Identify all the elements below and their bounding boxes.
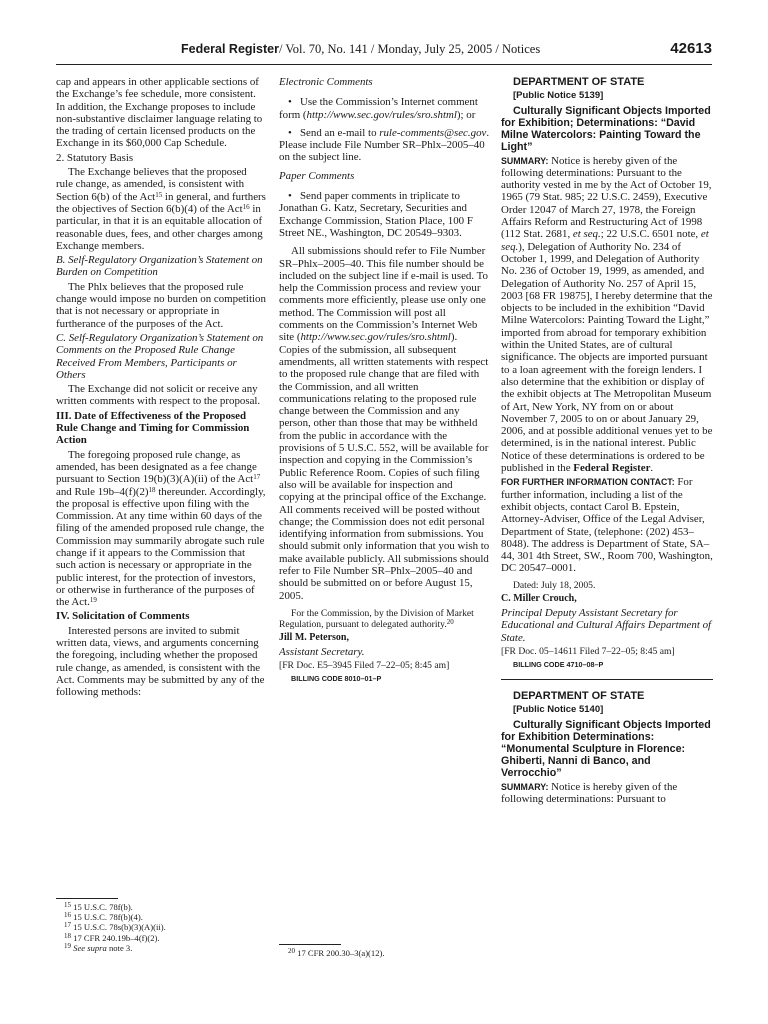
- summary-paragraph: [501, 781, 713, 806]
- public-notice-number: [Public Notice 5139]: [513, 90, 604, 102]
- text: All submissions should refer to File Number SR–Phlx–2005–40. This file number should be included on the subject line if e-mail is used. To help the Commission process and review your comments more efficiently, please use only one method. The Commission will post all comments on the Commission’s Internet Web site (: [279, 245, 488, 344]
- summary-label: SUMMARY:: [501, 781, 549, 792]
- footnote-text: 15 U.S.C. 78f(b).: [73, 902, 133, 912]
- text: and Rule 19b–4(f)(2): [56, 485, 149, 498]
- bullet-icon: •: [288, 126, 292, 139]
- text: ). Copies of the submission, all subsequent amendments, all written statements with respect to the proposed rule change that are filed with the Commission, and all written communications relating to the proposed rule change between the Commission and any person, other than those that may be withheld from the public in accordance with the provisions of 5 U.S.C. 552, will be available for inspection and copying in the Commission’s Public Reference Room. Copies of such filing also will be available for inspection and copying at the principal office of the Exchange. All comments received will be posted without change; the Commission does not edit personal identifying information from submissions. You should submit only information that you wish to make available publicly. All submissions should refer to File Number SR–Phlx–2005–40 and should be submitted on or before August 15, 2005.: [279, 331, 490, 602]
- journal-name: Federal Register: [181, 42, 279, 56]
- footnote-rule: [56, 898, 118, 899]
- text: Use the Commission’s Internet comment form (: [279, 96, 478, 121]
- department-heading: DEPARTMENT OF STATE: [513, 690, 645, 703]
- text: thereunder. Accordingly, the proposal is effective upon filing with the Commission. At any time within 60 days of the filing of the amended proposed rule change, the Commission may summarily abrogate such rule change if it appears to the Commission that such action is necessary or appropriate in the public interest, for the protection of investors, or otherwise in furtherance of the purposes of the Act.: [56, 485, 266, 609]
- text-bold: Federal Register: [573, 462, 651, 475]
- footnote-number: 19: [64, 941, 71, 950]
- footnote-number: 18: [64, 931, 71, 940]
- fr-doc: [FR Doc. E5–3945 Filed 7–22–05; 8:45 am]: [279, 660, 450, 672]
- list-item: [279, 190, 490, 239]
- footnote-ref-16[interactable]: 16: [242, 202, 250, 211]
- notice-title: Culturally Significant Objects Imported for Exhibition Determinations: “Monumental Sculpture in Florence: Ghiberti, Nanni di Banco, and Verrocchio”: [501, 718, 711, 779]
- footnote-ref-17[interactable]: 17: [253, 473, 261, 482]
- text: in particular, in that it is an equitable allocation of reasonable dues, fees, and other charges among Exchange members.: [56, 202, 263, 252]
- department-heading: DEPARTMENT OF STATE: [513, 76, 645, 88]
- text: For the Commission, by the Division of Market Regulation, pursuant to delegated authority.: [279, 607, 474, 630]
- page-header: [56, 40, 712, 60]
- text: in general, and furthers the objectives of Section 6(b)(4) of the Act: [56, 190, 266, 215]
- text: ), Delegation of Authority No. 234 of October 1, 1999, and Delegation of Authority No. 236 of October 19, 1999, as amended, and Delegation of Authority No. 257 of April 15, 2003 [68 FR 19875], I hereby determine that the objects to be included in the exhibition “David Milne Watercolors: Painting Toward the Light,” imported from abroad for temporary exhibition within the United States, are of cultural significance. The objects are imported pursuant to a loan agreement with the foreign lenders. I also determine that the exhibition or display of the exhibit objects at The Metropolitan Museum of Art, New York, NY from on or about November 7, 2005 to on or about January 29, 2006, and at possible additional venues yet to be determined, is in the national interest. Public Notice of these determinations is ordered to be published in the: [501, 240, 713, 475]
- signer-title: Assistant Secretary.: [279, 646, 365, 659]
- paragraph-delegation: [279, 608, 490, 630]
- email-link[interactable]: rule-comments@sec.gov: [379, 126, 487, 139]
- column-3: [501, 76, 713, 996]
- signer-name: C. Miller Crouch,: [501, 592, 577, 604]
- billing-code: BILLING CODE 8010–01–P: [291, 674, 382, 684]
- footnote-ref-20[interactable]: 20: [446, 617, 454, 626]
- paragraph: [279, 245, 490, 602]
- text: Notice is hereby given of the following determinations: Pursuant to the authority vested in me by the Act of October 19, 1965 (79 Stat. 985; 22 U.S.C. 2459), Executive Order 12047 of March 27, 1978, the Foreign Affairs Reform and Restructuring Act of 1998 (112 Stat. 2681,: [501, 154, 712, 241]
- paragraph: Interested persons are invited to submit written data, views, and arguments concerning the foregoing, including whether the proposed rule change, as amended, is consistent with the Act. Comments may be submitted by any of the following methods:: [56, 624, 265, 699]
- bullet-icon: •: [288, 96, 292, 109]
- text: For further information, including a list of the exhibit objects, contact Carol B. Epstein, Attorney-Adviser, Office of the Legal Adviser, Department of State, (telephone: (202) 453–8048). The address is Department of State, SA–44, 301 4th Street, SW., Room 700, Washington, DC 20547–0001.: [501, 476, 713, 575]
- footnote-16: [64, 912, 166, 922]
- footnote-text: 15 U.S.C. 78s(b)(3)(A)(ii).: [73, 922, 166, 933]
- header-rule: [56, 64, 712, 65]
- paragraph: cap and appears in other applicable sections of the Exchange’s fee schedule, more consistent. In addition, the Exchange proposes to include non-substantive disclaimer language relating to the trading of certain licensed products on the Exchange in its $60,000 Cap Schedule.: [56, 76, 263, 150]
- issue-info: / Vol. 70, No. 141 / Monday, July 25, 2005 / Notices: [278, 42, 541, 56]
- text: Notice is hereby given of the following determinations: Pursuant to: [501, 780, 678, 806]
- section-heading-electronic-comments: Electronic Comments: [279, 76, 373, 88]
- text: . Please include File Number SR–Phlx–2005–40 on the subject line.: [279, 126, 490, 164]
- public-notice-number: [Public Notice 5140]: [513, 704, 604, 716]
- dated: Dated: July 18, 2005.: [513, 579, 596, 591]
- footnote-17: [64, 922, 166, 932]
- text: The Exchange believes that the proposed rule change, as amended, is consistent with Section 6(b) of the Act: [56, 166, 247, 203]
- text-italic: et seq.: [572, 228, 601, 241]
- section-heading-statutory-basis: 2. Statutory Basis: [56, 151, 134, 164]
- section-heading-IV: IV. Solicitation of Comments: [56, 610, 190, 623]
- footnote-rule: [279, 944, 341, 945]
- text: ; 22 U.S.C. 6501 note,: [600, 228, 701, 241]
- notice-title: Culturally Significant Objects Imported for Exhibition; Determinations: “David Milne Watercolors: Painting Toward the Light”: [501, 104, 711, 153]
- text: The foregoing proposed rule change, as amended, has been designated as a fee change pursuant to Section 19(b)(3)(A)(ii) of the Act: [56, 448, 257, 486]
- text: Send paper comments in triplicate to Jonathan G. Katz, Secretary, Securities and Exchange Commission, Station Place, 100 F Street NE., Washington, DC 20549–9303.: [279, 190, 473, 239]
- list-item: [279, 96, 490, 121]
- fr-doc: [FR Doc. 05–14611 Filed 7–22–05; 8:45 am]: [501, 645, 675, 657]
- signer-name: Jill M. Peterson,: [279, 631, 349, 643]
- contact-paragraph: [501, 476, 713, 574]
- footnote-number: 20: [288, 947, 295, 955]
- section-divider: [501, 679, 713, 680]
- section-heading-burden: B. Self-Regulatory Organization’s Statement on Burden on Competition: [56, 254, 263, 279]
- text-italic: et seq.: [501, 228, 709, 253]
- text: ); or: [456, 108, 476, 121]
- footnotes-col2: [288, 948, 385, 958]
- footnote-text-italic: See supra: [73, 942, 107, 953]
- footnotes-col1: [64, 902, 166, 953]
- bullet-icon: •: [288, 190, 292, 203]
- web-site-link[interactable]: http://www.sec.gov/rules/sro.shtml: [300, 331, 451, 344]
- footnote-number: 16: [64, 911, 71, 920]
- text: Send an e-mail to: [300, 126, 380, 139]
- contact-label: FOR FURTHER INFORMATION CONTACT:: [501, 477, 675, 488]
- paragraph: [56, 166, 266, 252]
- paragraph: The Exchange did not solicit or receive any written comments with respect to the proposal.: [56, 383, 261, 408]
- footnote-text: note 3.: [106, 942, 133, 953]
- summary-paragraph: [501, 155, 713, 475]
- footnote-ref-19[interactable]: 19: [89, 596, 97, 605]
- text: .: [650, 462, 654, 475]
- list-item: [279, 127, 490, 164]
- footnote-20: [288, 948, 385, 958]
- section-heading-III: III. Date of Effectiveness of the Proposed Rule Change and Timing for Commission Action: [56, 409, 250, 447]
- summary-label: SUMMARY:: [501, 155, 549, 166]
- page-number: 42613: [670, 40, 712, 57]
- footnote-number: 17: [64, 921, 71, 930]
- section-heading-paper-comments: Paper Comments: [279, 169, 355, 182]
- footnote-ref-15[interactable]: 15: [155, 190, 163, 199]
- billing-code: BILLING CODE 4710–08–P: [513, 659, 604, 669]
- footnote-text: 17 CFR 200.30–3(a)(12).: [297, 948, 385, 958]
- column-1: [56, 76, 266, 996]
- footnote-ref-18[interactable]: 18: [148, 485, 156, 494]
- paragraph: The Phlx believes that the proposed rule change would impose no burden on competition that is not necessary or appropriate in furtherance of the purposes of the Act.: [56, 280, 266, 330]
- signer-title: Principal Deputy Assistant Secretary for Educational and Cultural Affairs Department of State.: [501, 606, 712, 644]
- footnote-text: 17 CFR 240.19b–4(f)(2).: [73, 932, 160, 943]
- footnote-18: [64, 933, 166, 943]
- header-citation: [181, 42, 540, 57]
- footnote-15: [64, 902, 166, 912]
- footnote-text: 15 U.S.C. 78f(b)(4).: [73, 912, 143, 923]
- column-2: [279, 76, 490, 996]
- paragraph: [56, 449, 266, 609]
- section-heading-comments: C. Self-Regulatory Organization’s Statement on Comments on the Proposed Rule Change Received From Members, Participants or Others: [56, 331, 264, 381]
- footnote-number: 15: [64, 901, 71, 909]
- comment-form-link[interactable]: http://www.sec.gov/rules/sro.shtml: [306, 108, 457, 121]
- footnote-19: [64, 943, 166, 953]
